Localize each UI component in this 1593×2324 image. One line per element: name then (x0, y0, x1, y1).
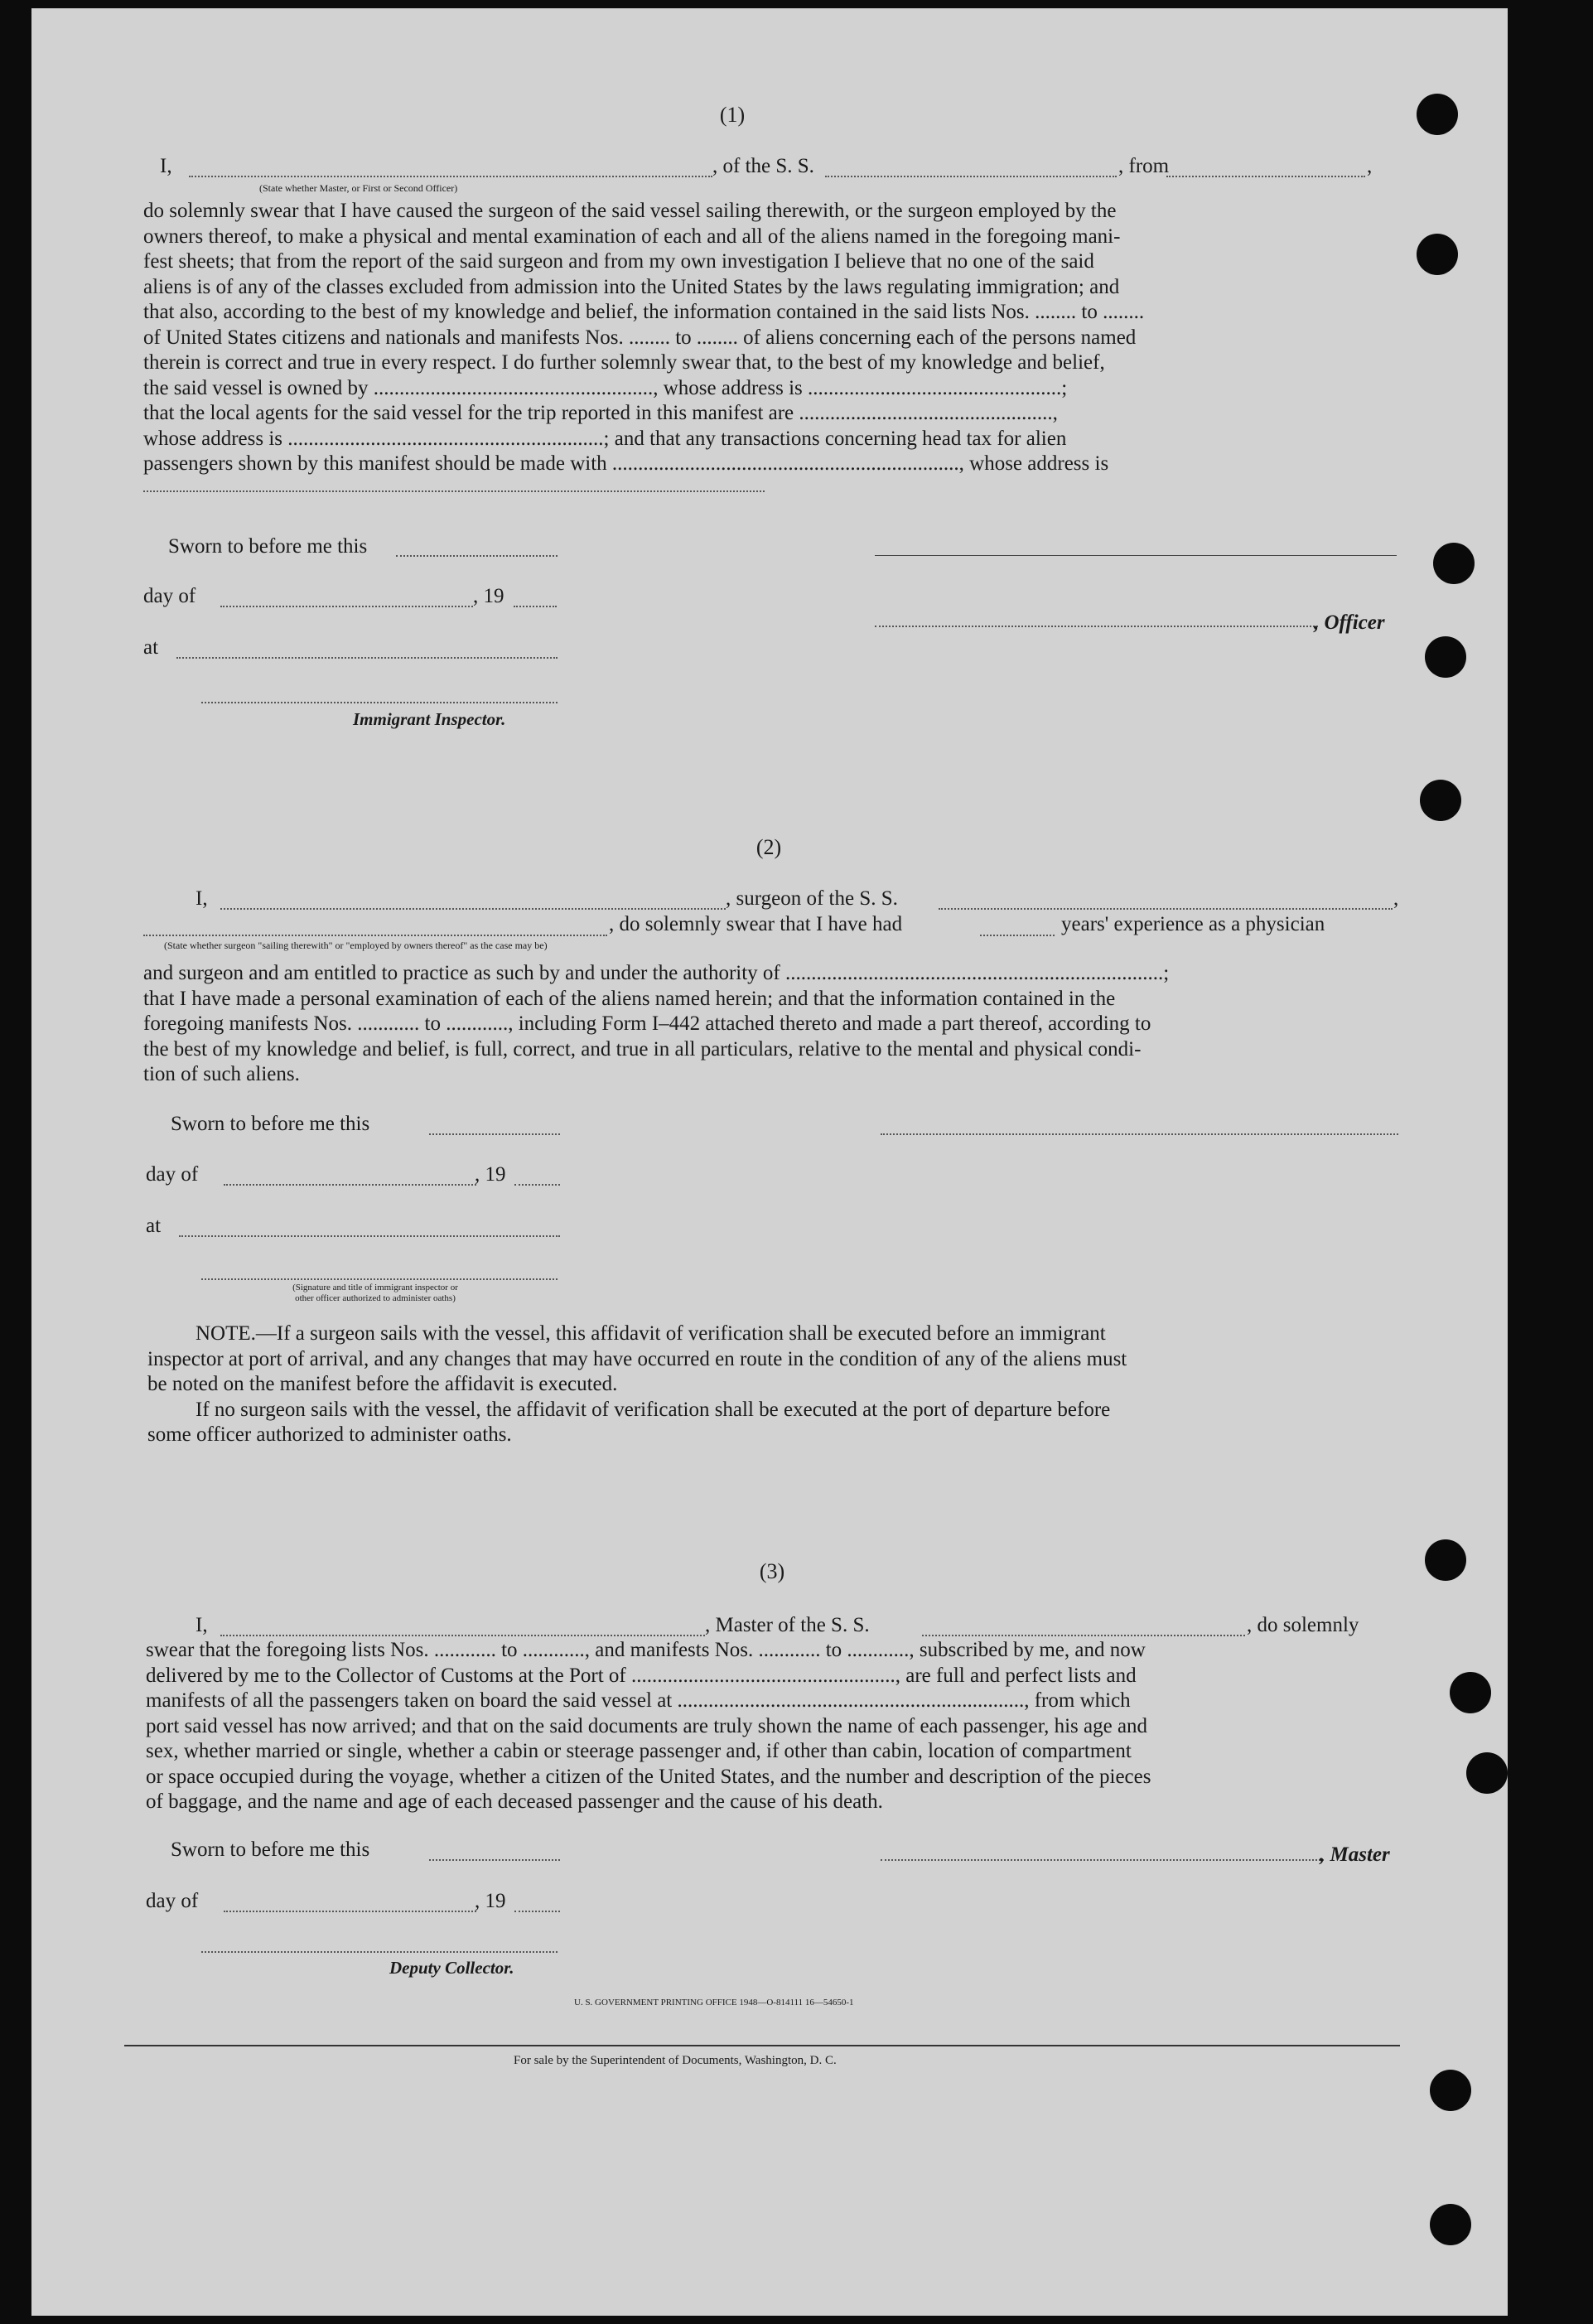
section-1-at-field[interactable] (176, 657, 558, 659)
officer-rank-note: (State whether Master, or First or Second Officer) (259, 182, 458, 194)
punch-hole (1425, 1539, 1466, 1581)
section-1-heading: (1) (719, 103, 746, 127)
section-3-master-label: , Master of the S. S. (705, 1614, 870, 1636)
section-2-sworn-label: Sworn to before me this (171, 1113, 370, 1135)
section-1-day-field[interactable] (220, 606, 473, 607)
section-3-day-of-label: day of (146, 1890, 199, 1912)
punch-hole (1425, 636, 1466, 678)
deputy-collector-label: Deputy Collector. (389, 1958, 514, 1978)
section-2-heading: (2) (755, 835, 782, 859)
inspector-signature-field[interactable] (201, 702, 558, 703)
section-2-i: I, (196, 887, 208, 910)
section-2-surgeon-label: , surgeon of the S. S. (726, 887, 898, 910)
address-continuation-field[interactable] (143, 490, 765, 492)
surgeon-signature-field[interactable] (881, 1133, 1398, 1135)
punch-hole (1466, 1752, 1508, 1794)
section-2-signature-note: (Signature and title of immigrant inspector or other officer authorized to administer oaths) (292, 1283, 458, 1303)
section-3-year-prefix: , 19 (475, 1890, 506, 1912)
master-signature-field[interactable] (881, 1859, 1324, 1861)
section-3-sworn-field[interactable] (429, 1859, 560, 1861)
section-2-day-field[interactable] (224, 1184, 476, 1186)
section-1-sworn-label: Sworn to before me this (168, 535, 368, 558)
section-2-year-field[interactable] (514, 1184, 560, 1186)
section-3-heading: (3) (759, 1559, 785, 1583)
section-1-oath-text: do solemnly swear that I have caused the surgeon of the said vessel sailing therewith, or the surgeon employed by the owners thereof, to make a physical and mental examination of each and all of the aliens named in the foregoing mani- fest sheets; that from the report of the said surgeon and from my own investigation I believe that no one of the said aliens is of any of the classes excluded from admission into the United States by the laws regulating immigration; and that also, according to the best of my knowledge and belief, the information contained in the said lists Nos. ........ to ........ of United States citizens and nationals and manifests Nos. ........ to ........ of aliens concerning each of the persons named therein is correct and true in every respect. I do further solemnly swear that, to the best of my knowledge and belief, the said vessel is owned by ......................................................, whose address is .................................................; that the local agents for the said vessel for the trip reported in this manifest are ................................................., whose address is .............................................................; and that any transactions concerning head tax for alien passengers shown by this manifest should be made with ..................................................................., whose address is (143, 200, 1145, 475)
punch-hole (1430, 2070, 1471, 2111)
master-name-field[interactable] (220, 1635, 705, 1636)
section-3-oath-text: swear that the foregoing lists Nos. ............ to ............, and manifests Nos. ............ to ............, subscribed by me, and now delivered by me to the Collector of Customs at the Port of ..................................................., are full and perfect lists and manifests of all the passengers taken on board the said vessel at ..................................................................., from which port said vessel has now arrived; and that on the said documents are truly shown the name of each passenger, his age and sex, whether married or single, whether a cabin or steerage passenger and, if other than cabin, location of compartment or space occupied during the voyage, whether a citizen of the United States, and the number and description of the pieces of baggage, and the name and age of each deceased passenger and the cause of his death. (146, 1639, 1151, 1813)
surgeon-status-field[interactable] (143, 935, 607, 936)
section-1-from-label: , from (1118, 155, 1170, 177)
deputy-collector-signature-field[interactable] (201, 1951, 558, 1953)
section-1-signature-line[interactable] (875, 555, 1397, 556)
section-2-at-field[interactable] (179, 1235, 560, 1237)
footer-rule (124, 2045, 1400, 2046)
vessel-name-field[interactable] (825, 176, 1117, 177)
punch-hole (1417, 94, 1458, 135)
section-2-years-label: years' experience as a physician (1061, 913, 1325, 935)
section-2-sworn-field[interactable] (429, 1133, 560, 1135)
punch-hole (1430, 2204, 1471, 2245)
section-2-at-label: at (146, 1215, 162, 1237)
for-sale-line: For sale by the Superintendent of Documents, Washington, D. C. (514, 2054, 837, 2067)
surgeon-status-note: (State whether surgeon "sailing therewith" or "employed by owners thereof" as the case may be) (164, 940, 548, 951)
immigrant-inspector-label: Immigrant Inspector. (353, 709, 506, 729)
surgeon-name-field[interactable] (220, 908, 726, 910)
officer-signature-field[interactable] (875, 626, 1318, 627)
punch-hole (1417, 234, 1458, 275)
section-2-day-of-label: day of (146, 1163, 199, 1186)
section-3-vessel-field[interactable] (922, 1635, 1245, 1636)
section-3-i: I, (196, 1614, 208, 1636)
punch-hole (1420, 780, 1461, 821)
section-1-year-field[interactable] (514, 606, 557, 607)
section-2-comma: , (1393, 887, 1399, 910)
officer-label: , Officer (1314, 611, 1385, 634)
section-2-swear-label: , do solemnly swear that I have had (609, 913, 903, 935)
from-port-field[interactable] (1166, 176, 1365, 177)
section-2-authority-signature-field[interactable] (201, 1278, 558, 1280)
section-1-day-of-label: day of (143, 585, 196, 607)
section-1-i: I, (160, 155, 172, 177)
section-2-oath-text: and surgeon and am entitled to practice as such by and under the authority of .........................................................................; that I have made a personal examination of each of the aliens named herein; and that the information contained in the foregoing manifests Nos. ............ to ............, including Form I–442 attached thereto and made a part thereof, according to the best of my knowledge and belief, is full, correct, and true in all particulars, relative to the mental and physical condi- tion of such aliens. (143, 962, 1170, 1085)
section-2-vessel-field[interactable] (939, 908, 1393, 910)
verification-note: NOTE.—If a surgeon sails with the vessel, this affidavit of verification shall be executed before an immigrant inspector at port of arrival, and any changes that may have occurred en route in the condition of any of the aliens must be noted on the manifest before the affidavit is executed. If no surgeon sails with the vessel, the affidavit of verification shall be executed at the port of departure before some officer authorized to administer oaths. (147, 1322, 1127, 1446)
officer-rank-field[interactable] (189, 176, 712, 177)
printing-office-line: U. S. GOVERNMENT PRINTING OFFICE 1948—O-814111 16—54650-1 (574, 1998, 854, 2008)
section-3-sworn-label: Sworn to before me this (171, 1838, 370, 1861)
section-1-comma: , (1367, 155, 1373, 177)
section-1-year-prefix: , 19 (473, 585, 504, 607)
section-1-sworn-field[interactable] (396, 555, 558, 557)
form-sheet (31, 8, 1508, 2316)
section-2-year-prefix: , 19 (475, 1163, 506, 1186)
section-1-ss-label: , of the S. S. (712, 155, 814, 177)
section-1-at-label: at (143, 636, 159, 659)
years-experience-field[interactable] (980, 935, 1055, 936)
section-3-day-field[interactable] (224, 1911, 476, 1912)
section-3-solemnly-label: , do solemnly (1247, 1614, 1359, 1636)
master-label: , Master (1320, 1843, 1390, 1866)
punch-hole (1450, 1672, 1491, 1713)
punch-hole (1433, 543, 1475, 584)
section-3-year-field[interactable] (514, 1911, 560, 1912)
